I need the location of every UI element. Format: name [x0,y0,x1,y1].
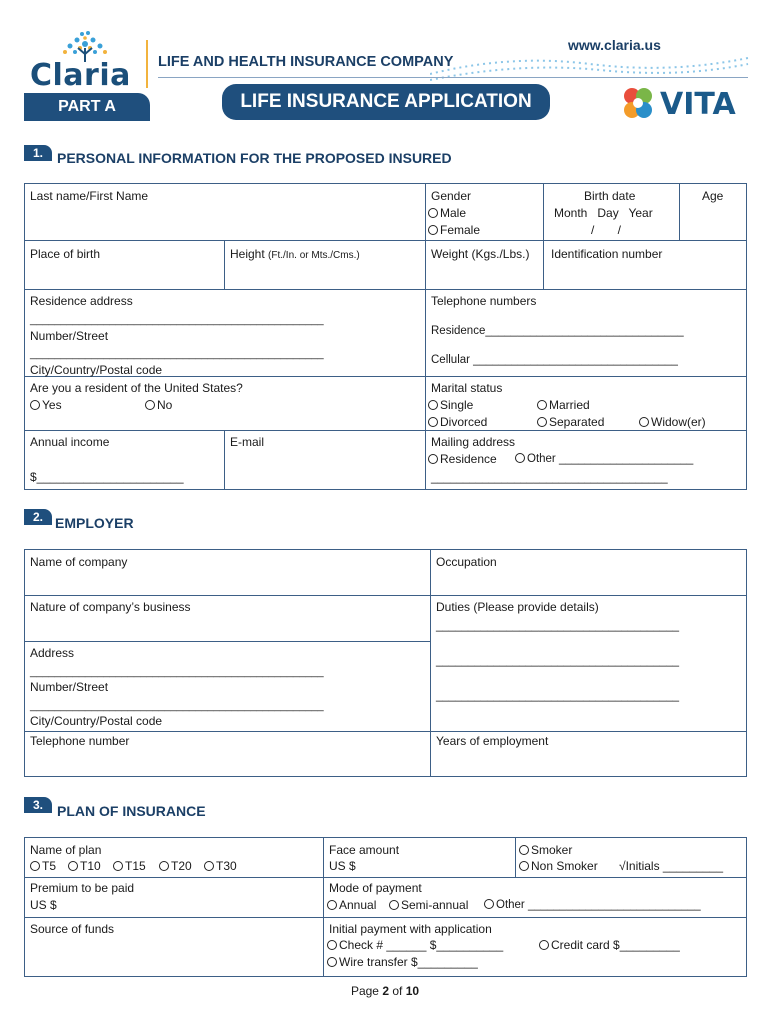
address-line-1[interactable]: ________________________________________________ [30,314,324,326]
radio-icon[interactable] [30,400,40,410]
mode-annual-option[interactable]: Annual [327,898,376,912]
application-title: LIFE INSURANCE APPLICATION [222,84,550,120]
smoker-option[interactable]: Smoker [519,843,572,857]
number-street-label: Number/Street [30,329,109,343]
radio-icon[interactable] [145,400,155,410]
employer-telephone-field[interactable]: Telephone number [30,734,130,748]
radio-icon[interactable] [519,845,529,855]
section-2-title: EMPLOYER [55,515,134,531]
initial-payment-label: Initial payment with application [329,922,492,936]
radio-icon[interactable] [327,940,337,950]
radio-icon[interactable] [327,957,337,967]
address-line-2[interactable]: ________________________________________________ [30,348,324,360]
annual-income-field[interactable]: $______________________ [30,470,184,484]
duties-line-2[interactable]: ______________________________________ [436,655,680,667]
gender-label: Gender [431,189,472,203]
premium-field[interactable]: US $ [30,898,57,912]
place-of-birth-field[interactable]: Place of birth [30,247,101,261]
annual-income-label: Annual income [30,435,110,449]
telephone-numbers-label: Telephone numbers [431,294,537,308]
duties-label: Duties (Please provide details) [436,600,599,614]
birth-date-label: Birth date [584,189,636,203]
employer-address-line-1[interactable]: ________________________________________________ [30,666,324,678]
page-number: Page 2 of 10 [350,984,420,998]
years-employment-field[interactable]: Years of employment [436,734,549,748]
radio-icon[interactable] [428,454,438,464]
radio-icon[interactable] [428,225,438,235]
plan-t20-option[interactable]: T20 [159,859,192,873]
marital-separated-option[interactable]: Separated [537,415,604,429]
radio-icon[interactable] [389,900,399,910]
age-field[interactable]: Age [702,189,724,203]
mailing-address-line[interactable]: _____________________________________ [431,472,668,484]
plan-t10-option[interactable]: T10 [68,859,101,873]
wire-transfer-option[interactable]: Wire transfer $_________ [327,955,478,969]
claria-logo [30,24,140,94]
radio-icon[interactable] [428,400,438,410]
vita-flower-icon [618,84,658,124]
marital-divorced-option[interactable]: Divorced [428,415,487,429]
mailing-address-label: Mailing address [431,435,516,449]
radio-icon[interactable] [539,940,549,950]
premium-label: Premium to be paid [30,881,135,895]
resident-no-option[interactable]: No [145,398,172,412]
weight-field[interactable]: Weight (Kgs./Lbs.) [431,247,530,261]
radio-icon[interactable] [327,900,337,910]
company-name-field[interactable]: Name of company [30,555,128,569]
initials-field[interactable]: √Initials _________ [619,859,723,873]
marital-single-option[interactable]: Single [428,398,473,412]
employer-number-street-label: Number/Street [30,680,109,694]
gender-male-option[interactable]: Male [428,206,466,220]
birth-date-parts: Month Day Year [554,206,653,220]
non-smoker-option[interactable]: Non Smoker [519,859,598,873]
radio-icon[interactable] [204,861,214,871]
check-payment-option[interactable]: Check # ______ $__________ [327,938,503,952]
face-amount-field[interactable]: US $ [329,859,356,873]
mode-semiannual-option[interactable]: Semi-annual [389,898,468,912]
payment-mode-label: Mode of payment [329,881,422,895]
radio-icon[interactable] [484,899,494,909]
plan-t5-option[interactable]: T5 [30,859,56,873]
employer-city-label: City/Country/Postal code [30,714,163,728]
company-business-field[interactable]: Nature of company’s business [30,600,191,614]
part-label: PART A [24,93,150,121]
last-first-name-field[interactable]: Last name/First Name [30,189,149,203]
vita-text: VITA [660,87,736,122]
plan-t15-option[interactable]: T15 [113,859,146,873]
radio-icon[interactable] [30,861,40,871]
mailing-other-option[interactable]: Other _____________________ [515,452,693,466]
employer-address-line-2[interactable]: ________________________________________________ [30,700,324,712]
identification-number-field[interactable]: Identification number [551,247,663,261]
birth-date-field[interactable]: / / [591,223,622,237]
us-resident-question: Are you a resident of the United States? [30,381,243,395]
gender-female-option[interactable]: Female [428,223,480,237]
radio-icon[interactable] [113,861,123,871]
radio-icon[interactable] [519,861,529,871]
residence-address-label: Residence address [30,294,133,308]
website-url[interactable]: www.claria.us [568,37,661,53]
radio-icon[interactable] [639,417,649,427]
radio-icon[interactable] [428,417,438,427]
section-3-title: PLAN OF INSURANCE [57,803,206,819]
radio-icon[interactable] [515,453,525,463]
height-field[interactable]: Height (Ft./In. or Mts./Cms.) [230,247,360,261]
duties-line-3[interactable]: ______________________________________ [436,690,680,702]
radio-icon[interactable] [537,417,547,427]
radio-icon[interactable] [68,861,78,871]
radio-icon[interactable] [537,400,547,410]
residence-phone-field[interactable]: Residence_______________________________ [431,325,684,337]
mailing-residence-option[interactable]: Residence [428,452,497,466]
credit-card-option[interactable]: Credit card $_________ [539,938,680,952]
marital-widow-option[interactable]: Widow(er) [639,415,706,429]
marital-status-label: Marital status [431,381,503,395]
company-name: LIFE AND HEALTH INSURANCE COMPANY [158,54,454,70]
face-amount-label: Face amount [329,843,400,857]
source-of-funds-field[interactable]: Source of funds [30,922,115,936]
employer-address-label: Address [30,646,75,660]
section-1-title: PERSONAL INFORMATION FOR THE PROPOSED INSURED [57,150,452,166]
city-label: City/Country/Postal code [30,363,163,377]
mode-other-option[interactable]: Other ___________________________ [484,898,701,912]
resident-yes-option[interactable]: Yes [30,398,62,412]
header-rule [158,77,748,78]
vita-logo [618,84,748,124]
radio-icon[interactable] [428,208,438,218]
plan-name-label: Name of plan [30,843,102,857]
marital-married-option[interactable]: Married [537,398,590,412]
radio-icon[interactable] [159,861,169,871]
duties-line-1[interactable]: ______________________________________ [436,620,680,632]
plan-t30-option[interactable]: T30 [204,859,237,873]
logo-text: Claria [30,58,131,93]
section-3-number: 3. [24,797,52,813]
occupation-field[interactable]: Occupation [436,555,497,569]
section-2-number: 2. [24,509,52,525]
email-field[interactable]: E-mail [230,435,265,449]
header-divider [146,40,148,88]
cellular-phone-field[interactable]: Cellular ________________________________ [431,354,678,366]
section-1-number: 1. [24,145,52,161]
